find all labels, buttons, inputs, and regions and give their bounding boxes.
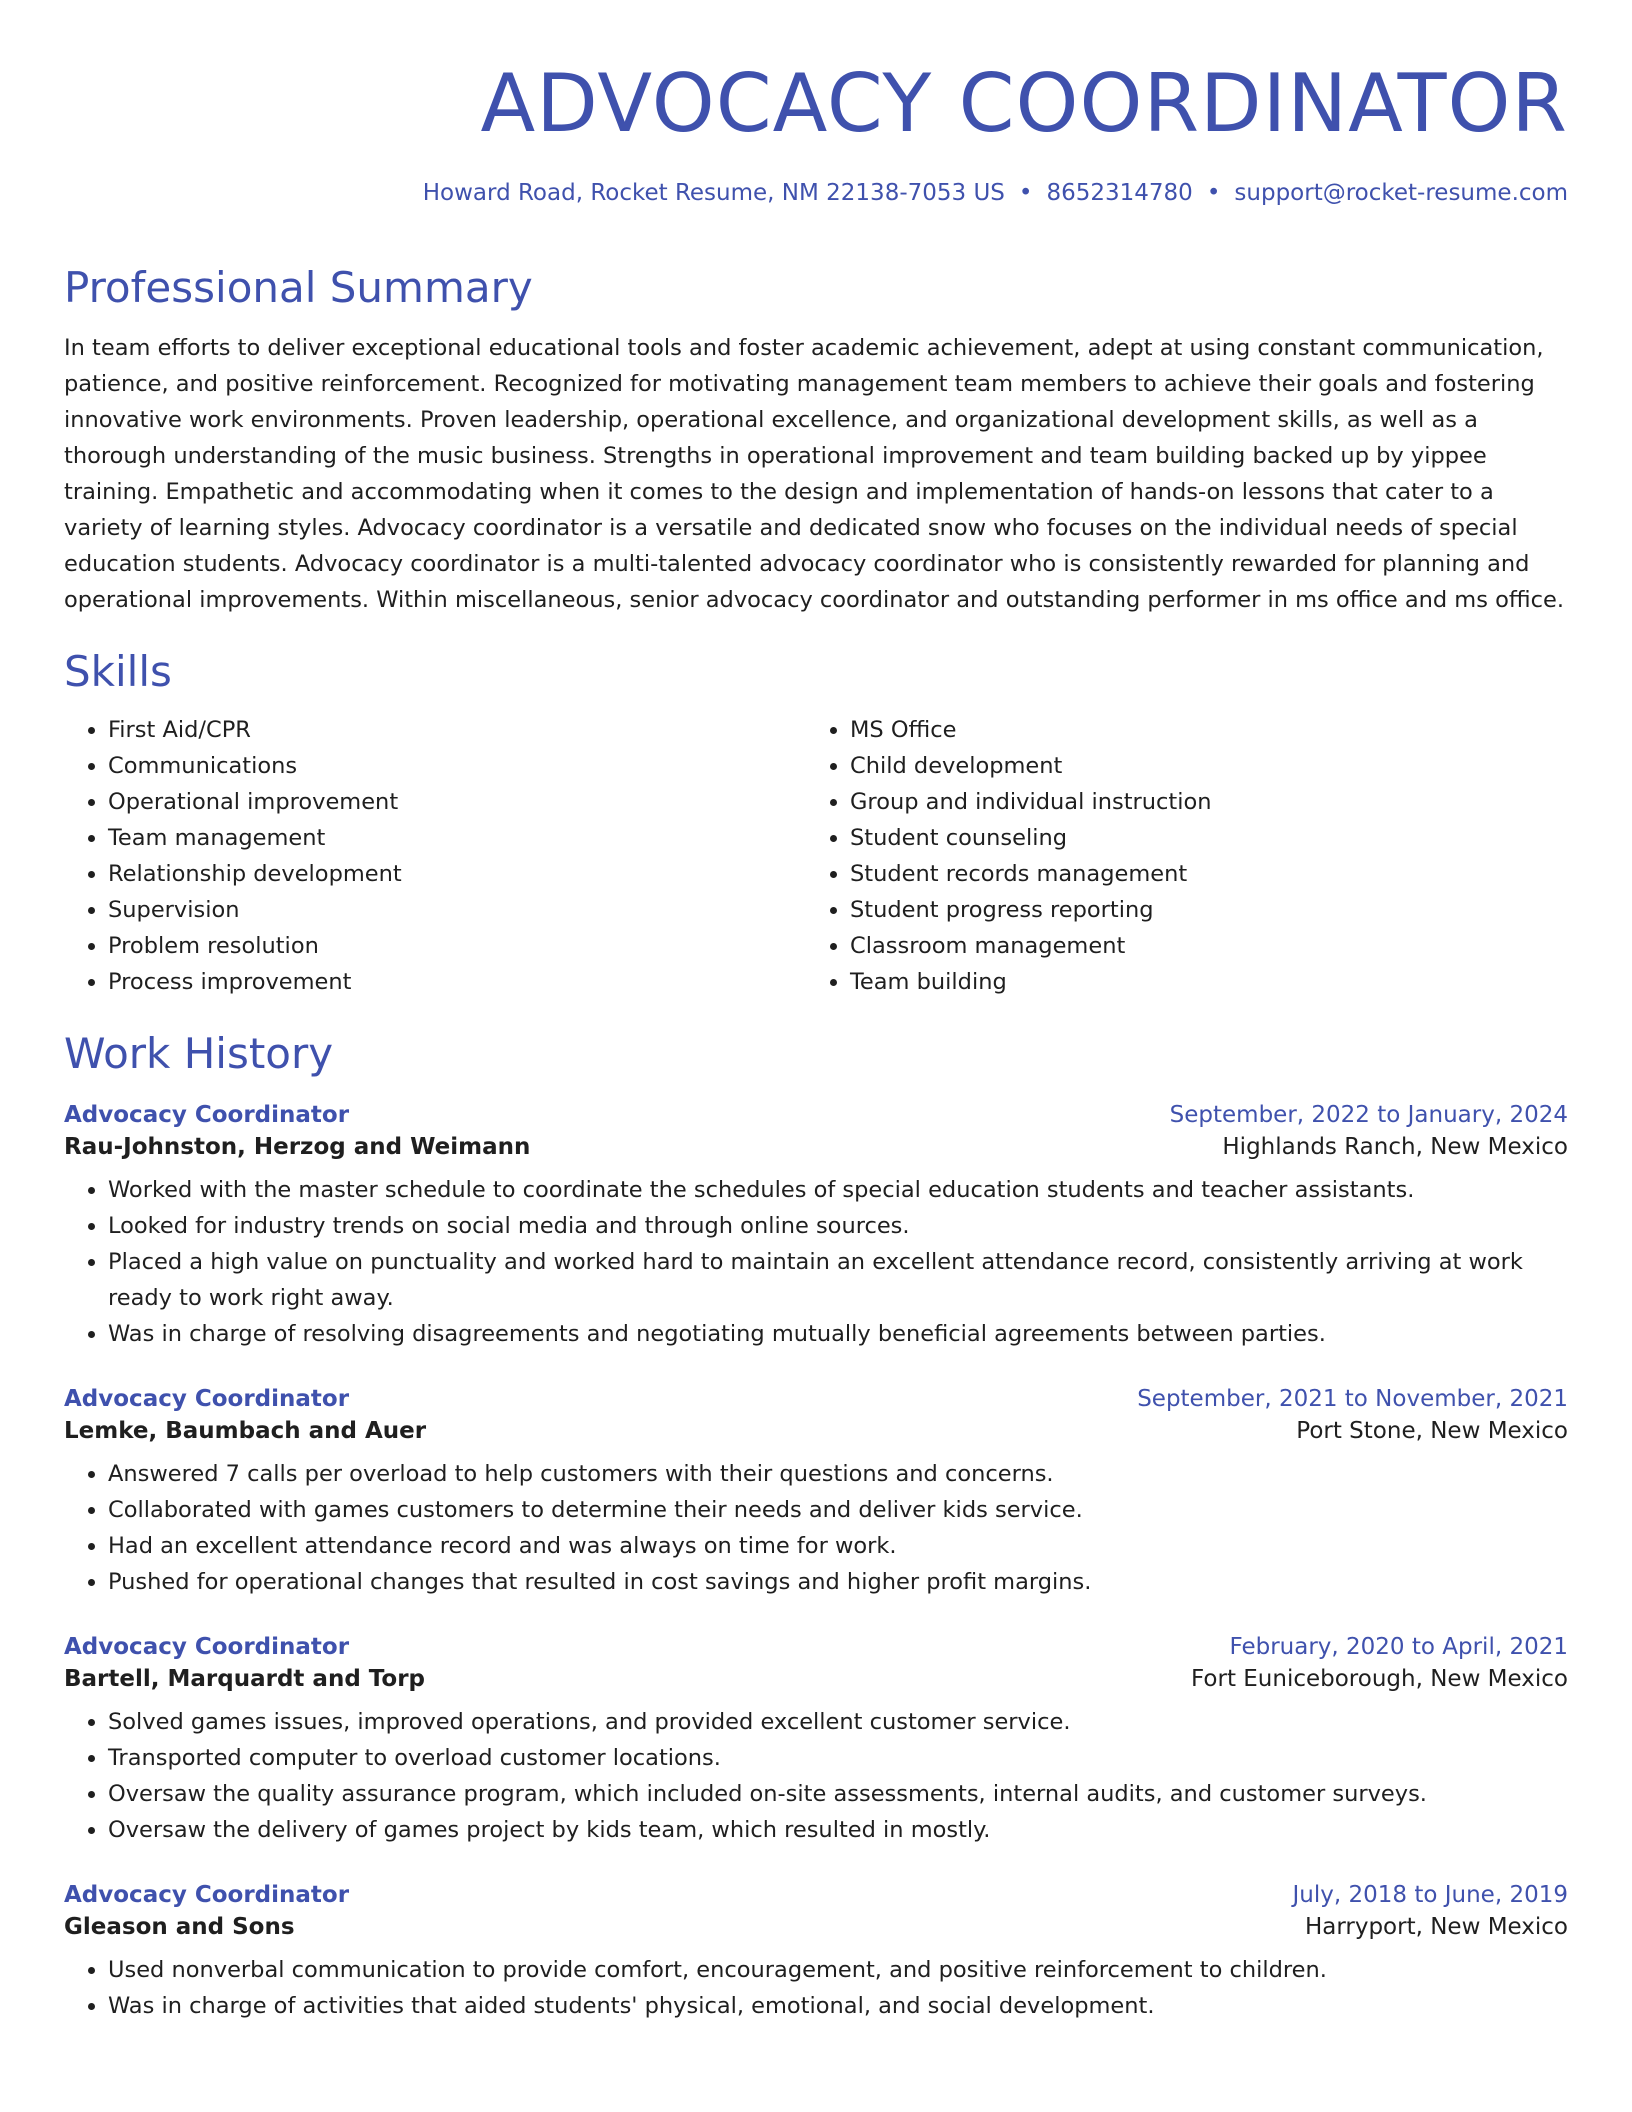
job-dates: February, 2020 to April, 2021	[1229, 1634, 1568, 1660]
job-title-row	[64, 1634, 1568, 1660]
job-bullets	[64, 1456, 1568, 1600]
skill-item: • Supervision	[108, 892, 806, 928]
job-entry	[64, 1386, 1568, 1600]
skill-item: • Classroom management	[850, 928, 1548, 964]
job-bullet: • Was in charge of activities that aided students' physical, emotional, and social development.	[108, 1988, 1568, 2024]
job-location: Harryport, New Mexico	[1304, 1914, 1568, 1940]
job-company: Lemke, Baumbach and Auer	[64, 1418, 427, 1444]
job-entry	[64, 1634, 1568, 1848]
work-section	[64, 1028, 1568, 2024]
job-location: Fort Euniceborough, New Mexico	[1191, 1666, 1568, 1692]
skill-item: • Relationship development	[108, 856, 806, 892]
job-dates: July, 2018 to June, 2019	[1292, 1882, 1568, 1908]
job-bullet: • Pushed for operational changes that resulted in cost savings and higher profit margins.	[108, 1564, 1568, 1600]
job-bullets	[64, 1172, 1568, 1352]
contact-separator: •	[1206, 180, 1221, 206]
skill-item: • Student counseling	[850, 820, 1548, 856]
job-bullet: • Oversaw the delivery of games project by kids team, which resulted in mostly.	[108, 1812, 1568, 1848]
summary-section	[64, 262, 1568, 618]
job-entry	[64, 1102, 1568, 1352]
summary-heading: Professional Summary	[64, 263, 533, 312]
skill-item: • MS Office	[850, 712, 1548, 748]
job-title: Advocacy Coordinator	[64, 1102, 350, 1128]
skill-item: • Student records management	[850, 856, 1548, 892]
skills-list-right	[806, 712, 1548, 1000]
skill-item: • Child development	[850, 748, 1548, 784]
job-dates: September, 2021 to November, 2021	[1137, 1386, 1568, 1412]
skills-list-left	[64, 712, 806, 1000]
job-title: Advocacy Coordinator	[64, 1882, 350, 1908]
job-bullet: • Oversaw the quality assurance program, which included on-site assessments, internal audits, and customer surveys.	[108, 1776, 1568, 1812]
job-company-row	[64, 1418, 1568, 1444]
job-title-row	[64, 1102, 1568, 1128]
skills-columns	[64, 712, 1568, 1000]
skill-item: • First Aid/CPR	[108, 712, 806, 748]
job-title-row	[64, 1386, 1568, 1412]
job-bullet: • Transported computer to overload customer locations.	[108, 1740, 1568, 1776]
job-company-row	[64, 1134, 1568, 1160]
job-bullet: • Used nonverbal communication to provide comfort, encouragement, and positive reinforcement to children.	[108, 1952, 1568, 1988]
job-title: Advocacy Coordinator	[64, 1386, 350, 1412]
skill-item: • Student progress reporting	[850, 892, 1548, 928]
job-company: Bartell, Marquardt and Torp	[64, 1666, 426, 1692]
job-bullet: • Had an excellent attendance record and was always on time for work.	[108, 1528, 1568, 1564]
job-company-row	[64, 1914, 1568, 1940]
job-location: Highlands Ranch, New Mexico	[1222, 1134, 1568, 1160]
skill-item: • Communications	[108, 748, 806, 784]
job-bullets	[64, 1952, 1568, 2024]
job-bullet: • Solved games issues, improved operations, and provided excellent customer service.	[108, 1704, 1568, 1740]
resume-name: ADVOCACY COORDINATOR	[480, 57, 1568, 150]
job-bullets	[64, 1704, 1568, 1848]
job-entry	[64, 1882, 1568, 2024]
job-bullet: • Answered 7 calls per overload to help customers with their questions and concerns.	[108, 1456, 1568, 1492]
job-company: Rau-Johnston, Herzog and Weimann	[64, 1134, 531, 1160]
skill-item: • Operational improvement	[108, 784, 806, 820]
job-title-row	[64, 1882, 1568, 1908]
job-company: Gleason and Sons	[64, 1914, 295, 1940]
skill-item: • Group and individual instruction	[850, 784, 1548, 820]
skills-heading: Skills	[64, 647, 172, 696]
job-bullet: • Looked for industry trends on social media and through online sources.	[108, 1208, 1568, 1244]
job-title: Advocacy Coordinator	[64, 1634, 350, 1660]
contact-line	[423, 180, 1568, 206]
contact-phone[interactable]: 8652314780	[1046, 180, 1193, 206]
skills-section	[64, 646, 1568, 1000]
contact-address: Howard Road, Rocket Resume, NM 22138-7053 US	[422, 180, 1005, 206]
job-list	[64, 1102, 1568, 2024]
contact-separator: •	[1018, 180, 1033, 206]
job-location: Port Stone, New Mexico	[1296, 1418, 1568, 1444]
contact-email[interactable]: support@rocket-resume.com	[1234, 180, 1568, 206]
skill-item: • Process improvement	[108, 964, 806, 1000]
skill-item: • Team building	[850, 964, 1548, 1000]
job-bullet: • Was in charge of resolving disagreements and negotiating mutually beneficial agreements between parties.	[108, 1316, 1568, 1352]
job-dates: September, 2022 to January, 2024	[1169, 1102, 1568, 1128]
skill-item: • Problem resolution	[108, 928, 806, 964]
work-heading: Work History	[64, 1029, 334, 1078]
job-company-row	[64, 1666, 1568, 1692]
skill-item: • Team management	[108, 820, 806, 856]
job-bullet: • Placed a high value on punctuality and worked hard to maintain an excellent attendance record, consistently arriving at work ready to work right away.	[108, 1244, 1568, 1316]
summary-text: In team efforts to deliver exceptional educational tools and foster academic achievement, adept at using constant communication, patience, and positive reinforcement. Recognized for motivating management team members to achieve their goals and fostering innovative work environments. Proven leadership, operational excellence, and organizational development skills, as well as a thorough understanding of the music business. Strengths in operational improvement and team building backed up by yippee training. Empathetic and accommodating when it comes to the design and implementation of hands-on lessons that cater to a variety of learning styles. Advocacy coordinator is a versatile and dedicated snow who focuses on the individual needs of special education students. Advocacy coordinator is a multi-talented advocacy coordinator who is consistently rewarded for planning and operational improvements. Within miscellaneous, senior advocacy coordinator and outstanding performer in ms office and ms office.	[64, 335, 1564, 613]
job-bullet: • Worked with the master schedule to coordinate the schedules of special education students and teacher assistants.	[108, 1172, 1568, 1208]
job-bullet: • Collaborated with games customers to determine their needs and deliver kids service.	[108, 1492, 1568, 1528]
